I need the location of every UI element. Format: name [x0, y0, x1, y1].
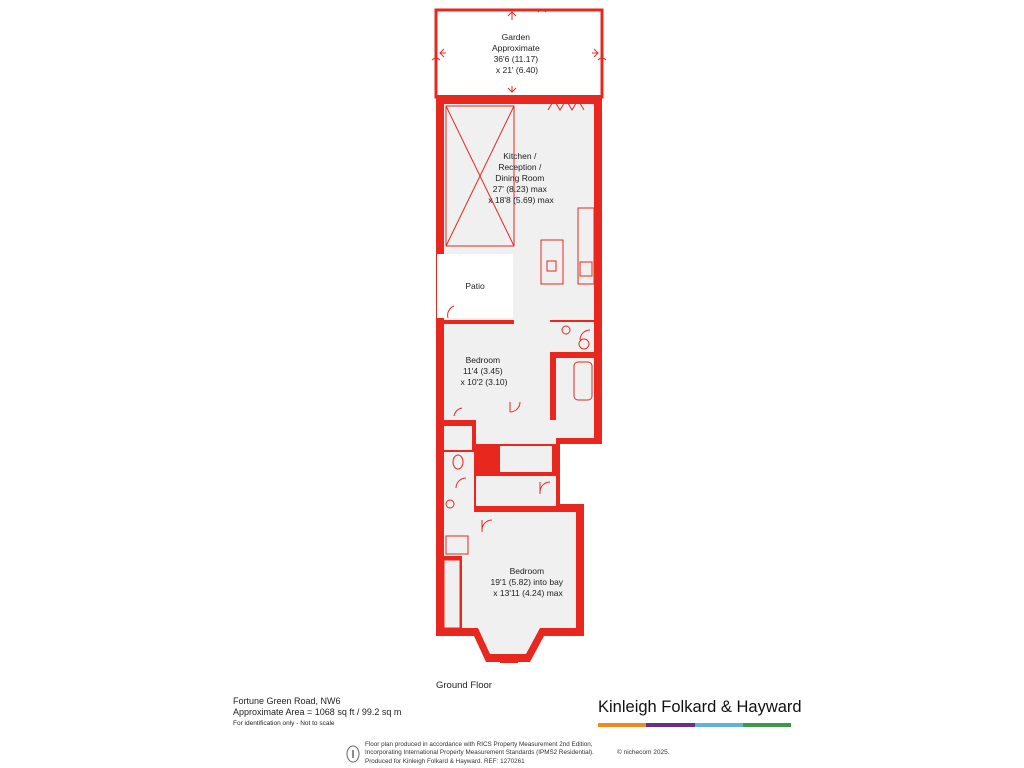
- wc2-floor: [444, 426, 472, 450]
- brand-bar-blue: [695, 723, 743, 727]
- brand-bar-purple: [646, 723, 694, 727]
- property-area: Approximate Area = 1068 sq ft / 99.2 sq m: [233, 707, 402, 717]
- brand-bar-green: [743, 723, 791, 727]
- cupboard-floor: [500, 446, 552, 472]
- property-address: Fortune Green Road, NW6: [233, 696, 341, 706]
- bathroom-floor: [556, 358, 594, 438]
- brand-logo: Kinleigh Folkard & Hayward: [598, 698, 802, 716]
- disclaimer-line3: Produced for Kinleigh Folkard & Hayward. REF: 1270261: [365, 757, 525, 765]
- wardrobe: [444, 560, 460, 628]
- label-bedroom1: Bedroom 11'4 (3.45) x 10'2 (3.10): [460, 355, 508, 387]
- disclaimer-line2: Incorporating International Property Measurement Standards (IPMS2 Residential).: [365, 749, 594, 757]
- copyright: © nichecom 2025.: [617, 749, 670, 756]
- brand-bar-orange: [598, 723, 646, 727]
- ipms-badge-icon: [345, 744, 361, 764]
- label-kitchen: Kitchen / Reception / Dining Room 27' (8.23) max x 18'8 (5.69) max: [488, 151, 554, 205]
- property-note: For identification only - Not to scale: [233, 720, 335, 727]
- disclaimer: [365, 741, 615, 766]
- floor-label: Ground Floor: [436, 680, 492, 691]
- hall-floor-2: [476, 420, 556, 444]
- label-garden: Garden Approximate 36'6 (11.17) x 21' (6.40): [491, 32, 540, 75]
- hall-floor-3: [476, 476, 556, 506]
- label-patio: Patio: [465, 281, 485, 291]
- brand-color-bar: [598, 723, 791, 727]
- disclaimer-line1: Floor plan produced in accordance with RICS Property Measurement 2nd Edition,: [365, 741, 593, 748]
- label-bedroom2: Bedroom 19'1 (5.82) into bay x 13'11 (4.24) max: [490, 566, 564, 598]
